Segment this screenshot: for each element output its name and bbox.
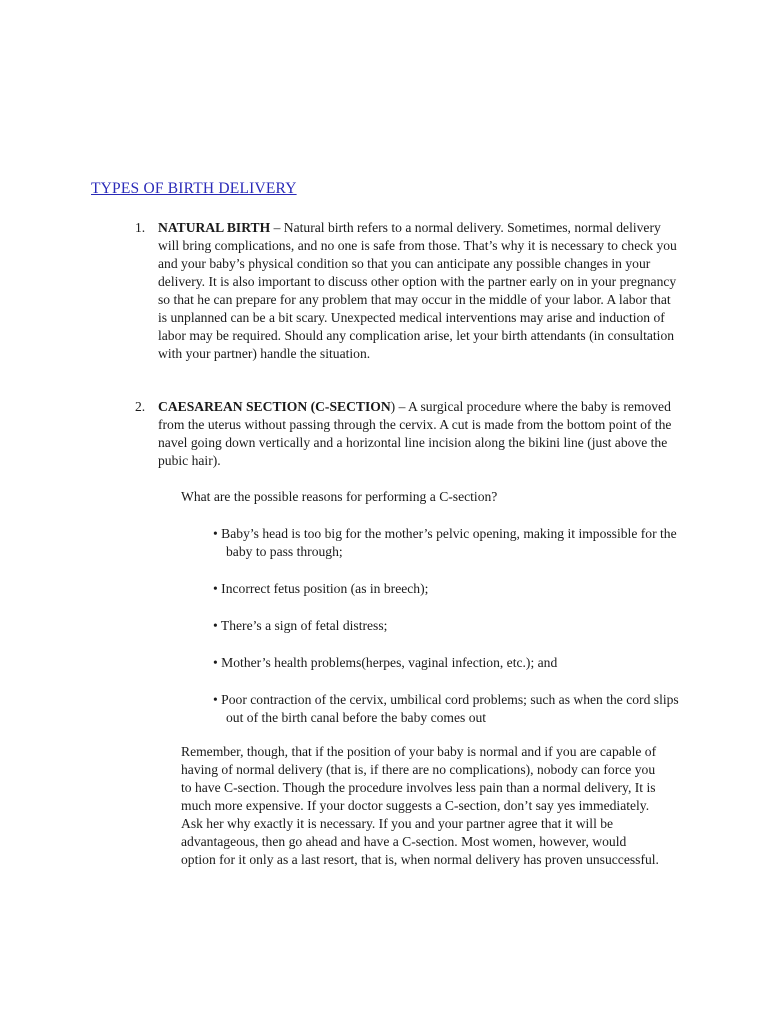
list-item-number: 1.: [135, 220, 146, 235]
list-item-title: NATURAL BIRTH: [158, 220, 271, 235]
document-heading: TYPES OF BIRTH DELIVERY: [91, 180, 297, 197]
conclusion-paragraph: Remember, though, that if the position of your baby is normal and if you are capable of having of normal delivery (that is, if there are no complications), nobody can force you to have C-section. Though the procedure involves less pain than a normal delivery, It is much more expensive. If your doctor suggests a C-section, don’t say yes immediately. Ask her why exactly it is necessary. If you and your partner agree that it will be advantageous, then go ahead and have a C-section. Most women, however, would option for it only as a last resort, that is, when normal delivery has proven unsuccessful.: [181, 744, 659, 867]
list-item-body: [158, 219, 683, 363]
list-item-text: – A surgical procedure where the baby is removed from the uterus without passing through the cervix. A cut is made from the bottom point of the navel going down vertically and a horizontal line incision along the bikini line (just above the pubic hair).: [158, 399, 672, 468]
bullet-item: [203, 525, 683, 561]
bullet-text: Incorrect fetus position (as in breech);: [221, 581, 429, 596]
list-item-number: 2.: [135, 399, 146, 414]
bullet-icon: •: [213, 618, 218, 633]
list-item-title: CAESAREAN SECTION (C-SECTION: [158, 399, 391, 414]
bullet-icon: •: [213, 526, 218, 541]
bullet-icon: •: [213, 581, 218, 596]
reasons-list: [203, 525, 683, 746]
list-item-natural-birth: [135, 219, 683, 363]
list-item-body: [158, 398, 683, 470]
bullet-text: Mother’s health problems(herpes, vaginal infection, etc.); and: [221, 655, 558, 670]
list-item-title-suffix: ): [390, 399, 396, 414]
bullet-item: [203, 617, 683, 635]
bullet-item: [203, 580, 683, 598]
list-item-text: – Natural birth refers to a normal delivery. Sometimes, normal delivery will bring complications, and no one is safe from those. That’s why it is necessary to check you and your baby’s physical condition so that you can anticipate any possible changes in your delivery. It is also important to discuss other option with the partner early on in your pregnancy so that he can prepare for any problem that may occur in the middle of your labor. A labor that is unplanned can be a bit scary. Unexpected medical interventions may arise and induction of labor may be required. Should any complication arise, let your birth attendants (in consultation with your partner) handle the situation.: [158, 220, 677, 361]
list-item-caesarean-section: [135, 398, 683, 470]
reasons-question: What are the possible reasons for performing a C-section?: [181, 489, 498, 504]
bullet-icon: •: [213, 692, 218, 707]
bullet-item: [203, 691, 683, 727]
bullet-text: Poor contraction of the cervix, umbilical cord problems; such as when the cord slips out of the birth canal before the baby comes out: [221, 692, 679, 725]
bullet-text: There’s a sign of fetal distress;: [220, 618, 388, 633]
bullet-text: Baby’s head is too big for the mother’s pelvic opening, making it impossible for the baby to pass through;: [221, 526, 677, 559]
bullet-icon: •: [213, 655, 218, 670]
bullet-item: [203, 654, 683, 672]
